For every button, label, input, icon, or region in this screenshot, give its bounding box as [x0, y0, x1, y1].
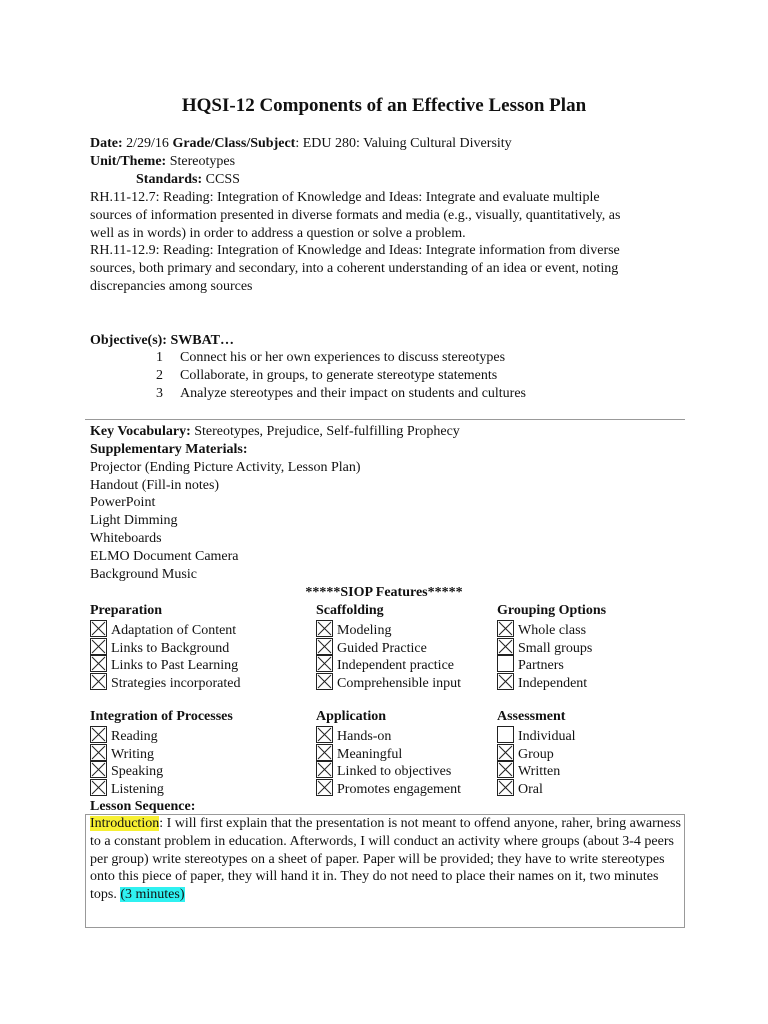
objective-number: 2 [156, 368, 163, 383]
siop-checkbox-label: Partners [518, 658, 564, 674]
checked-box-icon[interactable] [90, 761, 107, 778]
checked-box-icon[interactable] [90, 726, 107, 743]
standards-text-line: sources of information presented in diverse formats and media (e.g., visually, quantitatively, as [90, 207, 621, 223]
material-item: Whiteboards [90, 530, 162, 546]
material-item: PowerPoint [90, 495, 156, 511]
checked-box-icon[interactable] [497, 779, 514, 796]
unit-theme-label: Unit/Theme: [90, 154, 167, 169]
material-item: Projector (Ending Picture Activity, Lesson Plan) [90, 459, 361, 475]
objective-item [156, 367, 497, 385]
checked-box-icon[interactable] [497, 761, 514, 778]
checked-box-icon[interactable] [316, 761, 333, 778]
checked-box-icon[interactable] [90, 620, 107, 637]
checked-box-icon[interactable] [90, 673, 107, 690]
objective-number: 1 [156, 350, 163, 365]
objective-text: Collaborate, in groups, to generate stereotype statements [180, 368, 498, 383]
siop-checkbox-row[interactable] [316, 779, 461, 799]
introduction-label: Introduction [90, 816, 160, 831]
siop-checkbox-label: Speaking [111, 764, 164, 780]
siop-checkbox-label: Comprehensible input [337, 676, 462, 692]
siop-checkbox-row[interactable] [90, 673, 240, 693]
checked-box-icon[interactable] [497, 620, 514, 637]
material-item: Background Music [90, 566, 197, 582]
siop-checkbox-row[interactable] [316, 673, 461, 693]
introduction-text: : I will first explain that the presentation is not meant to offend anyone, raher, bring awarness to a constant problem in education. Afterwords, I will conduct an activity where groups (about 3-4 peers per group) write stereotypes on a sheet of paper. Paper will be provided; they have to write stereotypes onto this piece of paper, they will hand it in. They do not need to place their names on it, two minutes tops. [90, 816, 681, 903]
checked-box-icon[interactable] [316, 638, 333, 655]
checked-box-icon[interactable] [316, 655, 333, 672]
siop-checkbox-label: Group [518, 746, 554, 762]
empty-box-icon[interactable] [497, 726, 514, 743]
checked-box-icon[interactable] [90, 655, 107, 672]
standards-text-line: RH.11-12.7: Reading: Integration of Knowledge and Ideas: Integrate and evaluate multiple [90, 190, 600, 205]
material-item: ELMO Document Camera [90, 548, 239, 564]
standards-text-line: well as in words) in order to address a question or solve a problem. [90, 225, 466, 241]
siop-checkbox-row[interactable] [90, 779, 164, 799]
siop-checkbox-label: Writing [111, 746, 154, 762]
vocabulary-value: Stereotypes, Prejudice, Self-fulfilling Prophecy [194, 424, 460, 439]
empty-box-icon[interactable] [497, 655, 514, 672]
siop-checkbox-label: Reading [111, 728, 158, 744]
siop-group-title: Integration of Processes [90, 709, 233, 724]
siop-checkbox-label: Individual [518, 728, 576, 744]
siop-checkbox-label: Written [518, 764, 561, 780]
checked-box-icon[interactable] [316, 779, 333, 796]
materials-section [90, 441, 680, 583]
checked-box-icon[interactable] [497, 673, 514, 690]
standards-value: CCSS [205, 172, 240, 187]
section-divider [85, 419, 685, 420]
siop-checkbox-label: Strategies incorporated [111, 676, 241, 692]
siop-checkbox-label: Independent practice [337, 658, 454, 674]
siop-checkbox-label: Links to Past Learning [111, 658, 239, 674]
standards-text-line: RH.11-12.9: Reading: Integration of Knowledge and Ideas: Integrate information from diverse [90, 243, 620, 259]
vocabulary-label: Key Vocabulary: [90, 424, 191, 439]
standards-text [90, 189, 680, 296]
grade-class-subject-value: : EDU 280: Valuing Cultural Diversity [295, 136, 512, 151]
checked-box-icon[interactable] [316, 726, 333, 743]
siop-checkbox-label: Links to Background [111, 640, 230, 656]
siop-checkbox-label: Oral [518, 782, 543, 798]
material-item: Light Dimming [90, 513, 178, 529]
introduction-paragraph [90, 815, 682, 904]
standards-text-line: sources, both primary and secondary, into a coherent understanding of an idea or event, noting [90, 261, 619, 277]
checked-box-icon[interactable] [316, 620, 333, 637]
siop-group-title: Preparation [90, 603, 163, 618]
checked-box-icon[interactable] [497, 744, 514, 761]
unit-theme-line [90, 153, 680, 171]
siop-checkbox-label: Independent [518, 676, 588, 692]
siop-checkbox-row[interactable] [497, 779, 543, 799]
siop-checkbox-label: Guided Practice [337, 640, 427, 656]
date-label: Date: [90, 136, 123, 151]
page-title: HQSI-12 Components of an Effective Lesson Plan [181, 95, 587, 116]
checked-box-icon[interactable] [90, 779, 107, 796]
siop-checkbox-label: Adaptation of Content [111, 622, 237, 638]
siop-checkbox-label: Linked to objectives [337, 764, 452, 780]
siop-checkbox-label: Meaningful [337, 746, 403, 762]
siop-checkbox-label: Listening [111, 782, 164, 798]
standards-line [136, 171, 240, 189]
checked-box-icon[interactable] [316, 744, 333, 761]
checked-box-icon[interactable] [90, 744, 107, 761]
siop-checkbox-label: Whole class [518, 622, 587, 638]
header-line-1 [90, 135, 680, 153]
objective-text: Connect his or her own experiences to discuss stereotypes [180, 350, 506, 365]
grade-class-subject-label: Grade/Class/Subject [172, 136, 296, 151]
objective-item [156, 349, 505, 367]
siop-group-title: Grouping Options [497, 603, 607, 618]
siop-checkbox-row[interactable] [497, 673, 587, 693]
introduction-time: (3 minutes) [120, 887, 185, 903]
objective-text: Analyze stereotypes and their impact on students and cultures [180, 386, 527, 401]
siop-checkbox-label: Promotes engagement [337, 782, 462, 798]
siop-checkbox-label: Small groups [518, 640, 593, 656]
vocabulary-line [90, 423, 680, 441]
unit-theme-value: Stereotypes [169, 154, 236, 169]
standards-text-line: discrepancies among sources [90, 278, 253, 294]
checked-box-icon[interactable] [316, 673, 333, 690]
lesson-sequence-label: Lesson Sequence: [90, 799, 196, 814]
date-value: 2/29/16 [126, 136, 169, 151]
objective-number: 3 [156, 386, 163, 401]
siop-checkbox-label: Hands-on [337, 728, 392, 744]
materials-label: Supplementary Materials: [90, 442, 248, 457]
objective-item [156, 385, 526, 403]
checked-box-icon[interactable] [90, 638, 107, 655]
siop-checkbox-label: Modeling [337, 622, 392, 638]
siop-heading: *****SIOP Features***** [305, 585, 463, 600]
objectives-label: Objective(s): SWBAT… [90, 333, 234, 348]
siop-group-title: Assessment [497, 709, 566, 724]
standards-label: Standards: [136, 172, 203, 187]
siop-group-title: Scaffolding [316, 603, 384, 618]
checked-box-icon[interactable] [497, 638, 514, 655]
siop-group-title: Application [316, 709, 387, 724]
material-item: Handout (Fill-in notes) [90, 477, 220, 493]
